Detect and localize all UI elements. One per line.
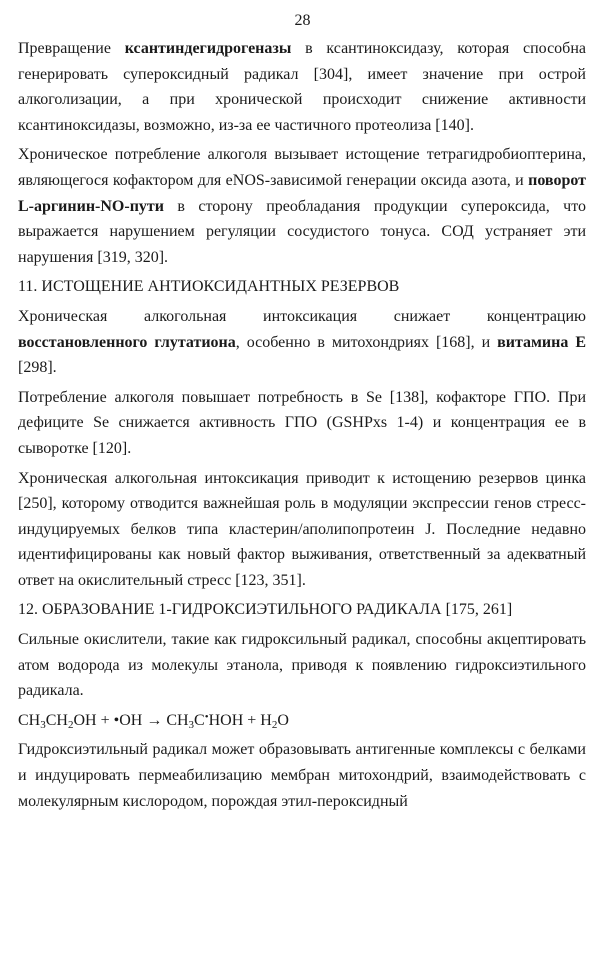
formula-part: CH	[18, 711, 41, 729]
formula-part: OH + •OH → CH	[73, 711, 189, 729]
p2-text-c: в сторону преобладания продукции супероксида, что выражается нарушением регуляции сосудистого тонуса. СОД устраняет эти нарушения [319, 320].	[18, 197, 586, 266]
p3-text-c: , особенно в митохондриях [168], и	[235, 333, 498, 351]
formula-radical-dot: •	[204, 710, 209, 723]
p3-text-e: [298].	[18, 359, 57, 377]
formula-part: C	[194, 711, 205, 729]
formula-part: HOH + H	[208, 711, 272, 729]
formula-subscript: 2	[67, 718, 74, 731]
p2-bold-term: поворот L-аргинин-NO-пути	[18, 171, 586, 215]
p1-text-c: в ксантиноксидазу, которая способна генерировать супероксидный радикал [304], имеет значение при острой алкоголизации, а при хронической происходит снижение активности ксантиноксидазы, возможно, из-за ее частичного протеолиза [140].	[18, 40, 586, 134]
page-number: 28	[294, 12, 311, 29]
p1-text-a: Превращение	[18, 40, 125, 57]
p3-bold-glutathione: восстановленного глутатиона	[18, 333, 236, 351]
p3-text-a: Хроническая алкогольная интоксикация снижает концентрацию	[18, 307, 586, 325]
paragraph-oxidants: Сильные окислители, такие как гидроксильный радикал, способны акцептировать атом водорода из молекулы этанола, приводя к появлению гидроксиэтильного радикала.	[18, 631, 586, 700]
formula-part: O	[277, 711, 289, 729]
page-body	[18, 36, 586, 818]
paragraph-zinc: Хроническая алкогольная интоксикация приводит к истощению резервов цинка [250], которому отводится важнейшая роль в модуляции экспрессии генов стресс-индуцируемых белков типа кластерин/аполипопротеин J. Последние недавно идентифицированы как новый фактор выживания, ответственный за адекватный ответ на окислительный стресс [123, 351].	[18, 469, 586, 589]
p3-bold-vitamin: витамина Е	[497, 333, 587, 351]
section-heading-11: 11. ИСТОЩЕНИЕ АНТИОКСИДАНТНЫХ РЕЗЕРВОВ	[18, 278, 400, 296]
chemical-equation	[18, 708, 586, 734]
paragraph-selenium: Потребление алкоголя повышает потребность в Se [138], кофакторе ГПО. При дефиците Se снижается активность ГПО (GSHPxs 1-4) и концентрация ее в сыворотке [120].	[18, 388, 586, 457]
formula-subscript: 3	[188, 718, 195, 731]
paragraph-hydroxyethyl: Гидроксиэтильный радикал может образовывать антигенные комплексы с белками и индуцировать пермеабилизацию мембран митохондрий, взаимодействовать с молекулярным кислородом, порождая этил-пероксидный	[18, 741, 586, 810]
paragraph-xanthine-oxidase	[18, 36, 586, 138]
paragraph-glutathione	[18, 304, 586, 381]
section-heading-12: 12. ОБРАЗОВАНИЕ 1-ГИДРОКСИЭТИЛЬНОГО РАДИКАЛА [175, 261]	[18, 601, 513, 619]
formula-subscript: 3	[40, 718, 46, 731]
formula-part: CH	[45, 711, 68, 729]
p2-text-a: Хроническое потребление алкоголя вызывает истощение тетрагидробиоптерина, являющегося кофактором для eNOS-зависимой генерации оксида азота, и	[18, 146, 586, 189]
formula-subscript: 2	[271, 718, 278, 731]
paragraph-tetrahydrobiopterin	[18, 142, 586, 270]
p1-bold-term: ксантиндегидрогеназы	[124, 40, 292, 57]
